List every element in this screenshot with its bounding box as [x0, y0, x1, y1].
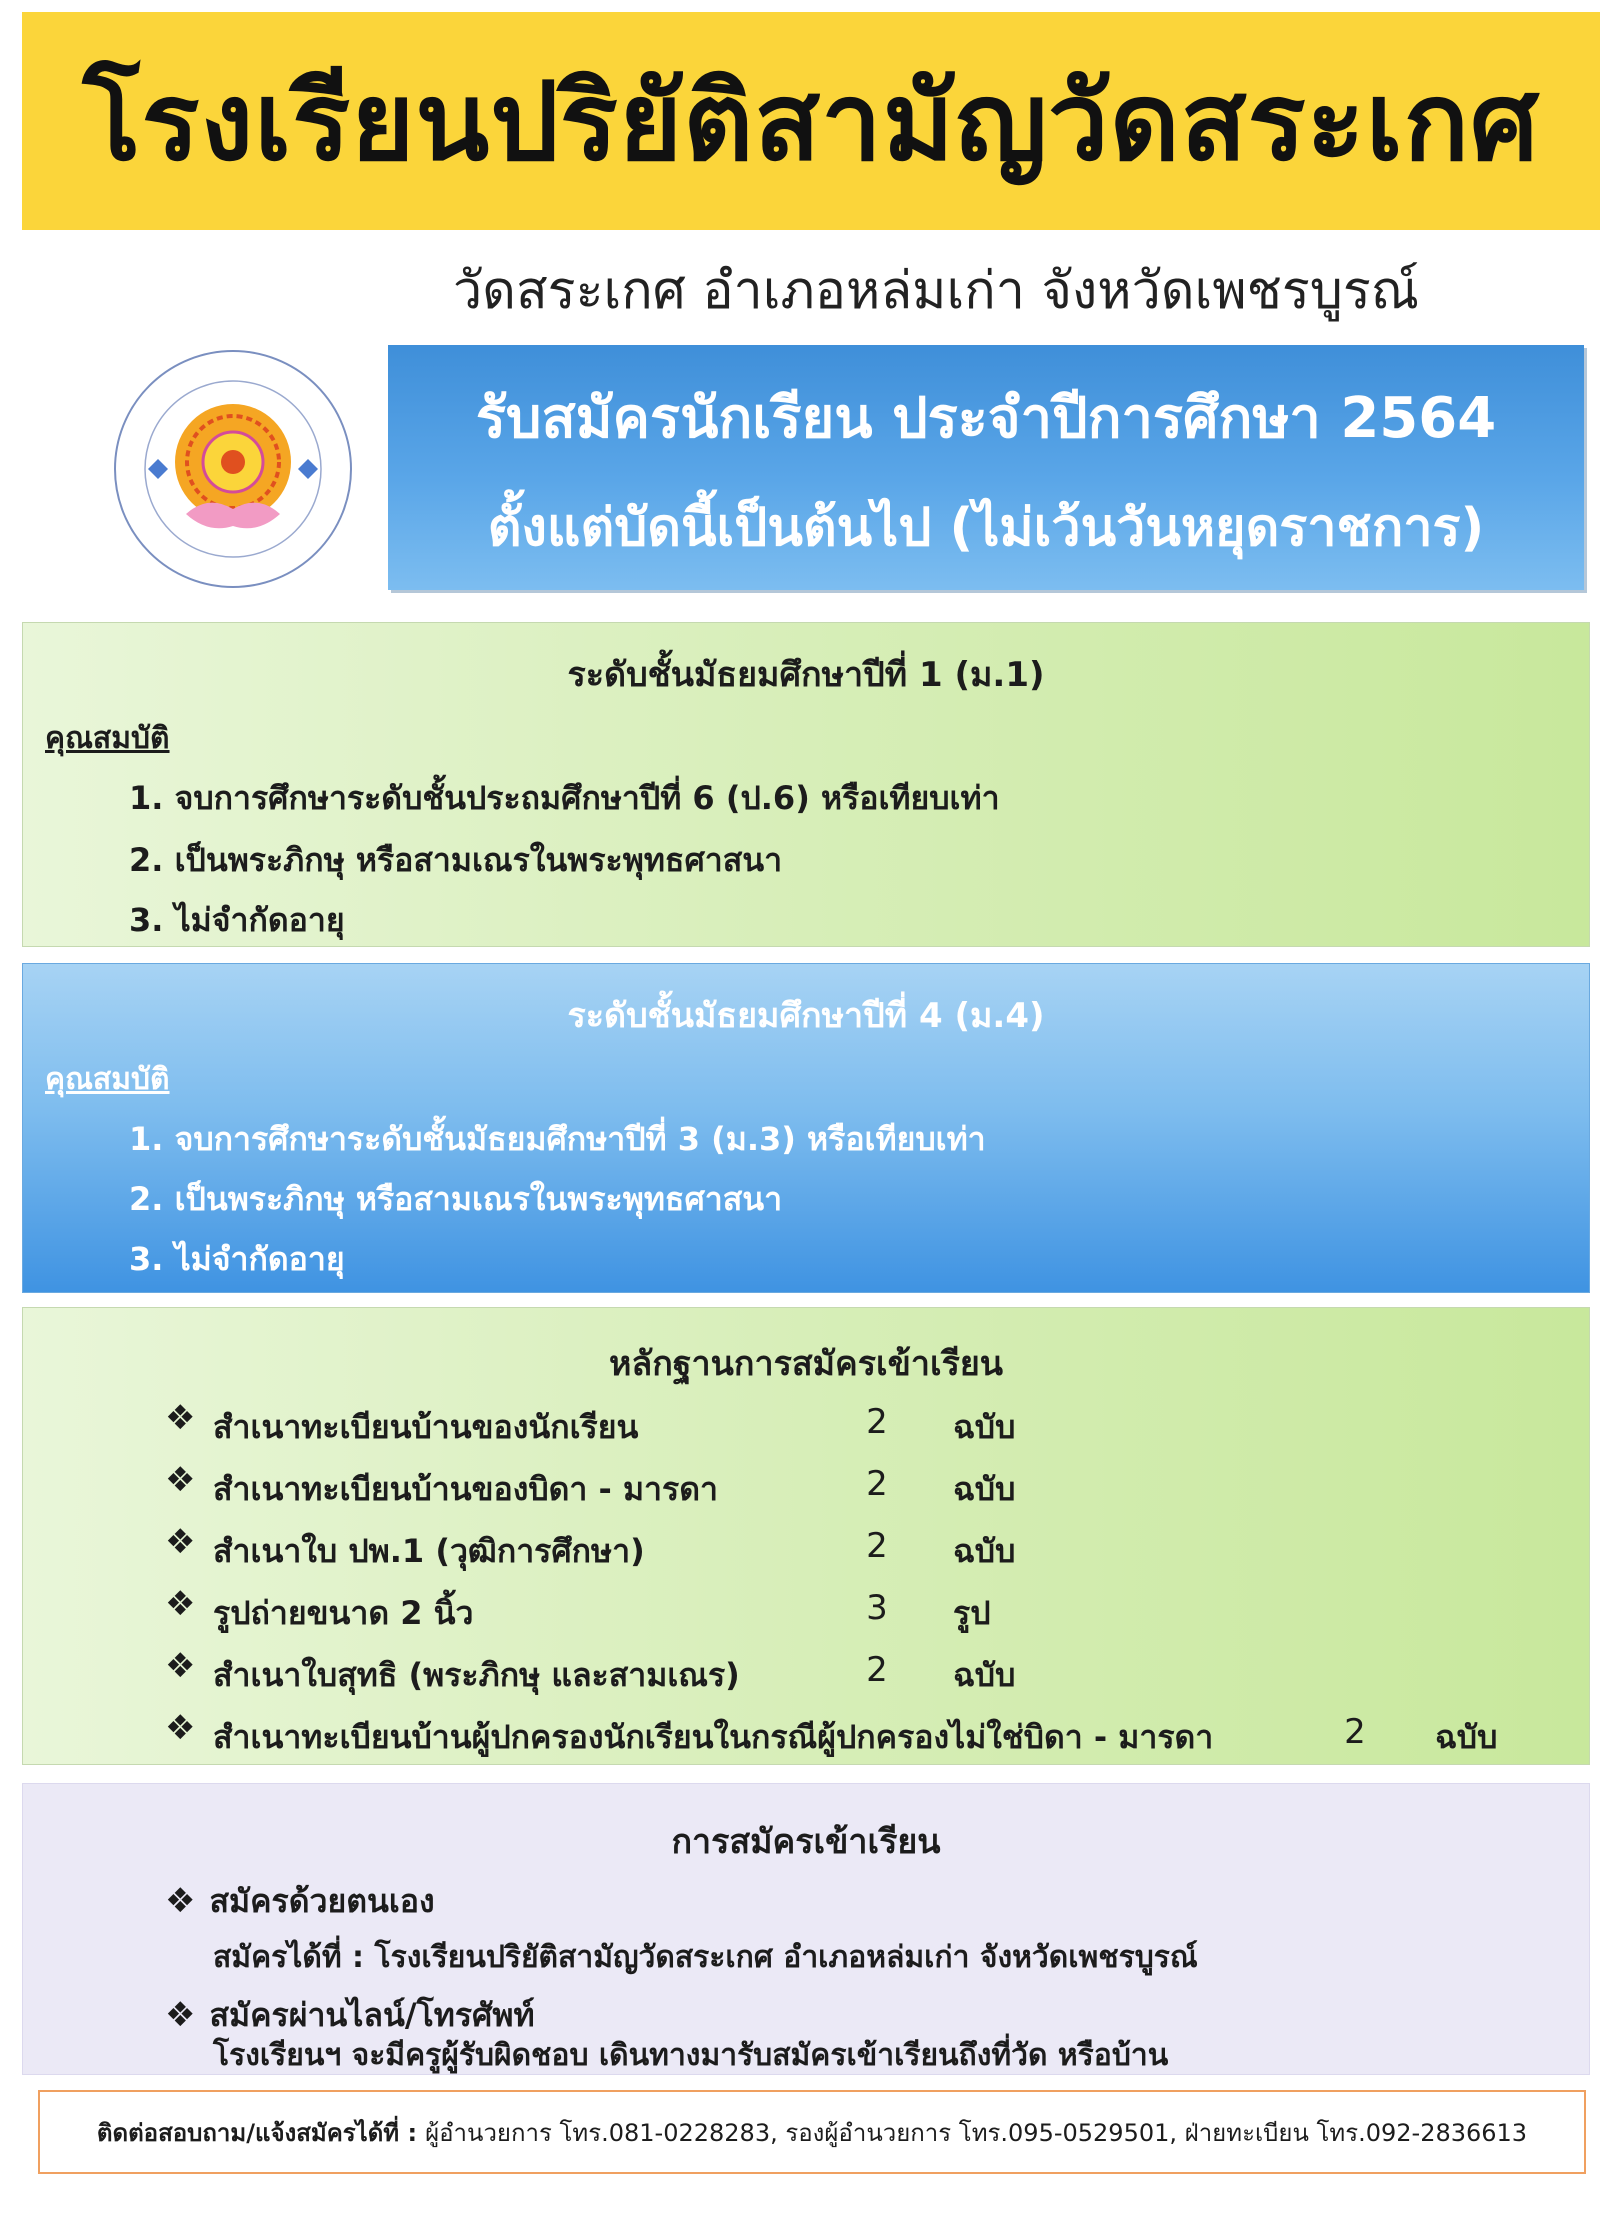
diamond-bullet-icon: ❖	[165, 1398, 196, 1438]
document-name: สำเนาใบ ปพ.1 (วุฒิการศึกษา)	[213, 1532, 645, 1570]
document-unit: ฉบับ	[953, 1470, 1016, 1508]
application-section	[22, 1783, 1590, 2075]
m4-qualification-item: 1. จบการศึกษาระดับชั้นมัธยมศึกษาปีที่ 3 (ม.3) หรือเทียบเท่า	[129, 1120, 986, 1158]
documents-title: หลักฐานการสมัครเข้าเรียน	[608, 1344, 1004, 1384]
contact-phones: ผู้อำนวยการ โทร.081-0228283, รองผู้อำนวยการ โทร.095-0529501, ฝ่ายทะเบียน โทร.092-2836613	[425, 2118, 1528, 2147]
diamond-bullet-icon: ❖	[165, 1881, 196, 1921]
document-row	[165, 1522, 1545, 1572]
document-qty: 2	[866, 1402, 888, 1442]
document-row	[165, 1708, 1545, 1758]
apply-by-line-phone-detail: โรงเรียนฯ จะมีครูผู้รับผิดชอบ เดินทางมารับสมัครเข้าเรียนถึงที่วัด หรือบ้าน	[213, 2038, 1169, 2073]
announcement-subline: ตั้งแต่บัดนี้เป็นต้นไป (ไม่เว้นวันหยุดราชการ)	[487, 498, 1485, 558]
diamond-bullet-icon: ❖	[165, 1708, 196, 1748]
m4-qualifications-label: คุณสมบัติ	[45, 1062, 170, 1097]
document-name: สำเนาทะเบียนบ้านผู้ปกครองนักเรียนในกรณีผู้ปกครองไม่ใช่บิดา - มารดา	[213, 1718, 1214, 1756]
document-name: สำเนาใบสุทธิ (พระภิกษุ และสามเณร)	[213, 1656, 740, 1694]
document-qty: 2	[866, 1650, 888, 1690]
diamond-bullet-icon: ❖	[165, 1584, 196, 1624]
application-title: การสมัครเข้าเรียน	[671, 1822, 941, 1862]
document-row	[165, 1460, 1545, 1510]
diamond-bullet-icon: ❖	[165, 1995, 196, 2035]
document-name: สำเนาทะเบียนบ้านของนักเรียน	[213, 1408, 639, 1446]
document-name: รูปถ่ายขนาด 2 นิ้ว	[213, 1594, 474, 1632]
document-qty: 2	[1344, 1712, 1366, 1752]
m1-qualification-item: 2. เป็นพระภิกษุ หรือสามเณรในพระพุทธศาสนา	[129, 841, 783, 879]
document-unit: ฉบับ	[953, 1656, 1016, 1694]
m1-section	[22, 622, 1590, 947]
document-unit: ฉบับ	[1435, 1718, 1498, 1756]
document-row	[165, 1398, 1545, 1448]
apply-in-person-detail: สมัครได้ที่ : โรงเรียนปริยัติสามัญวัดสระเกศ อำเภอหล่มเก่า จังหวัดเพชรบูรณ์	[213, 1940, 1198, 1975]
document-qty: 3	[866, 1588, 888, 1628]
admission-announcement	[388, 345, 1584, 590]
document-row	[165, 1584, 1545, 1634]
document-unit: ฉบับ	[953, 1532, 1016, 1570]
document-name: สำเนาทะเบียนบ้านของบิดา - มารดา	[213, 1470, 718, 1508]
m1-qualification-item: 1. จบการศึกษาระดับชั้นประถมศึกษาปีที่ 6 (ป.6) หรือเทียบเท่า	[129, 779, 1000, 817]
title-banner	[22, 12, 1600, 230]
school-logo	[108, 344, 358, 594]
document-row	[165, 1646, 1545, 1696]
m1-qualifications-label: คุณสมบัติ	[45, 721, 170, 756]
m1-title: ระดับชั้นมัธยมศึกษาปีที่ 1 (ม.1)	[567, 655, 1045, 695]
document-qty: 2	[866, 1526, 888, 1566]
m4-qualification-item: 3. ไม่จำกัดอายุ	[129, 1240, 345, 1278]
m4-section	[22, 963, 1590, 1293]
diamond-bullet-icon: ❖	[165, 1522, 196, 1562]
apply-in-person	[165, 1876, 435, 1927]
apply-method-label: สมัครด้วยตนเอง	[209, 1882, 435, 1920]
m1-qualification-item: 3. ไม่จำกัดอายุ	[129, 901, 345, 939]
document-unit: รูป	[953, 1594, 991, 1632]
document-unit: ฉบับ	[953, 1408, 1016, 1446]
announcement-headline: รับสมัครนักเรียน ประจำปีการศึกษา 2564	[475, 386, 1497, 451]
diamond-bullet-icon: ❖	[165, 1460, 196, 1500]
m4-qualification-item: 2. เป็นพระภิกษุ หรือสามเณรในพระพุทธศาสนา	[129, 1180, 783, 1218]
diamond-bullet-icon: ❖	[165, 1646, 196, 1686]
apply-method-label: สมัครผ่านไลน์/โทรศัพท์	[209, 1996, 535, 2034]
school-name: โรงเรียนปริยัติสามัญวัดสระเกศ	[82, 60, 1540, 185]
contact-label: ติดต่อสอบถาม/แจ้งสมัครได้ที่ :	[96, 2118, 418, 2147]
contact-box	[38, 2090, 1586, 2174]
m4-title: ระดับชั้นมัธยมศึกษาปีที่ 4 (ม.4)	[567, 996, 1045, 1036]
school-location: วัดสระเกศ อำเภอหล่มเก่า จังหวัดเพชรบูรณ์	[452, 261, 1420, 321]
document-qty: 2	[866, 1464, 888, 1504]
documents-section	[22, 1307, 1590, 1765]
